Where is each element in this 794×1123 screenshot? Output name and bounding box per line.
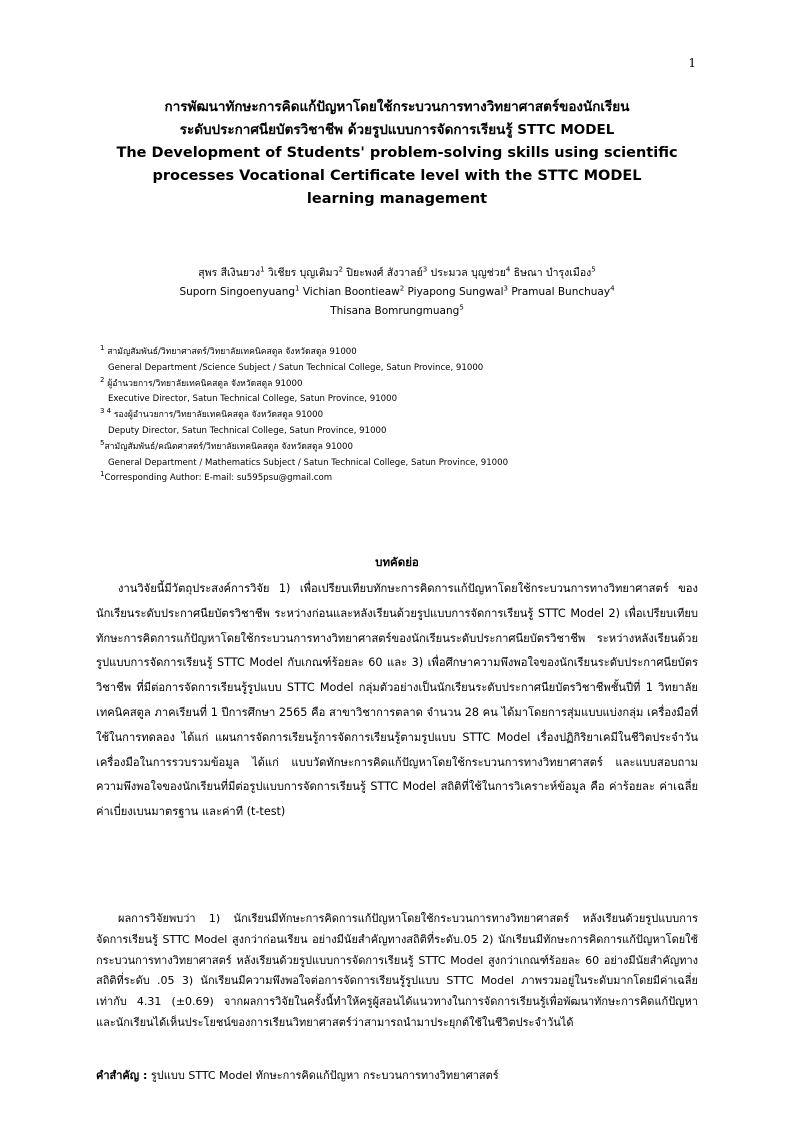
author-superscript: 3 <box>503 284 509 293</box>
abstract-paragraph-2: ผลการวิจัยพบว่า 1) นักเรียนมีทักษะการคิดการแก้ปัญหาโดยใช้กระบวนการทางวิทยาศาสตร์ หลังเรียนด้วยรูปแบบการจัดการเรียนรู้ STTC Model สูงกว่าก่อนเรียน อย่างมีนัยสำคัญทางสถิติที่ระดับ.05 2) นักเรียนมีทักษะการคิดการแก้ปัญหาโดยใช้กระบวนการทางวิทยาศาสตร์ หลังเรียนด้วยรูปแบบการจัดการเรียนรู้ STTC Model สูงกว่าเกณฑ์ร้อยละ 60 อย่างมีนัยสำคัญทางสถิติที่ระดับ .05 3) นักเรียนมีความพึงพอใจต่อการจัดการเรียนรู้รูปแบบ STTC Model ภาพรวมอยู่ในระดับมากโดยมีค่าเฉลี่ยเท่ากับ 4.31 (±0.69) จากผลการวิจัยในครั้งนี้ทำให้ครูผู้สอนได้แนวทางในการจัดการเรียนรู้เพื่อพัฒนาทักษะการคิดแก้ปัญหา และนักเรียนได้เห็นประโยชน์ของการเรียนวิทยาศาสตร์ว่าสามารถนำมาประยุกต์ใช้ในชีวิตประจำวันได้ <box>96 912 698 1029</box>
author-superscript: 4 <box>610 284 615 293</box>
author-thai-name: ธิษณา บำรุงเมือง <box>513 267 592 279</box>
affiliation-mark: 3 4 <box>100 407 112 416</box>
author-superscript: 5 <box>459 303 464 312</box>
author-thai-name: วิเชียร บุญเติมว <box>267 267 339 279</box>
corresponding-author-text: Corresponding Author: E-mail: su595psu@gmail.com <box>104 473 333 484</box>
affiliation-mark: 5 <box>100 438 105 447</box>
author-english-name: Piyapong Sungwal <box>407 286 504 298</box>
authors-english-line-2 <box>60 302 734 321</box>
author-english-name: Suporn Singoenyuang <box>179 286 296 298</box>
title-english-line-2: processes Vocational Certificate level with the STTC MODEL <box>152 168 642 184</box>
keywords-text: รูปแบบ STTC Model ทักษะการคิดแก้ปัญหา กระบวนการทางวิทยาศาสตร์ <box>150 1069 499 1082</box>
author-list <box>60 264 734 321</box>
author-thai-name: ปิยะพงศ์ สังวาลย์ <box>346 267 423 279</box>
author-superscript: 4 <box>505 265 511 274</box>
authors-english-line-1 <box>60 283 734 302</box>
corresponding-author <box>100 471 700 487</box>
affiliation-thai-text: ผู้อำนวยการ/วิทยาลัยเทคนิคสตูล จังหวัดสตูล 91000 <box>107 378 303 389</box>
affiliation-mark: 1 <box>100 470 105 479</box>
affiliation-thai <box>100 377 700 393</box>
authors-thai <box>60 264 734 283</box>
affiliation-mark: 2 <box>100 375 105 384</box>
author-thai-name: ประมวล บุญช่วย <box>430 267 506 279</box>
affiliation-thai <box>100 345 700 361</box>
author-superscript: 3 <box>422 265 428 274</box>
affiliation-thai <box>100 440 700 456</box>
affiliation-english: Executive Director, Satun Technical College, Satun Province, 91000 <box>108 394 398 405</box>
author-superscript: 1 <box>260 265 265 274</box>
page-number: 1 <box>688 56 696 70</box>
affiliation-thai-text: สามัญสัมพันธ์/คณิตศาสตร์/วิทยาลัยเทคนิคสตูล จังหวัดสตูล 91000 <box>104 441 353 452</box>
affiliation-english: General Department /Science Subject / Satun Technical College, Satun Province, 91000 <box>108 362 484 373</box>
author-superscript: 1 <box>295 284 300 293</box>
affiliation-english: General Department / Mathematics Subject / Satun Technical College, Satun Province, 91000 <box>108 457 509 468</box>
affiliations <box>100 345 700 487</box>
paper-title <box>60 96 734 211</box>
title-thai-line-2: ระดับประกาศนียบัตรวิชาชีพ ด้วยรูปแบบการจัดการเรียนรู้ STTC MODEL <box>179 122 615 138</box>
affiliation-mark: 1 <box>100 344 105 353</box>
keywords <box>96 1066 698 1086</box>
affiliation-english: Deputy Director, Satun Technical College, Satun Province, 91000 <box>108 425 387 436</box>
author-english-name: Thisana Bomrungmuang <box>330 305 460 317</box>
affiliation-thai-text: รองผู้อำนวยการ/วิทยาลัยเทคนิคสตูล จังหวัดสตูล 91000 <box>113 410 324 421</box>
title-english-line-1: The Development of Students' problem-solving skills using scientific <box>116 145 678 161</box>
author-superscript: 2 <box>338 265 343 274</box>
affiliation-thai-text: สามัญสัมพันธ์/วิทยาศาสตร์/วิทยาลัยเทคนิคสตูล จังหวัดสตูล 91000 <box>107 347 357 357</box>
title-english-line-3: learning management <box>306 191 488 207</box>
author-thai-name: สุพร สีเงินยวง <box>198 267 261 279</box>
affiliation-thai <box>100 408 700 424</box>
title-thai-line-1: การพัฒนาทักษะการคิดแก้ปัญหาโดยใช้กระบวนการทางวิทยาศาสตร์ของนักเรียน <box>164 99 630 115</box>
abstract-heading: บทคัดย่อ <box>375 555 419 569</box>
keywords-label: คำสำคัญ : <box>96 1069 148 1082</box>
author-superscript: 2 <box>399 284 405 293</box>
author-english-name: Pramual Bunchuay <box>511 286 611 298</box>
author-english-name: Vichian Boontieaw <box>302 286 400 298</box>
author-superscript: 5 <box>591 265 596 274</box>
abstract-paragraph-1: งานวิจัยนี้มีวัตถุประสงค์การวิจัย 1) เพื่อเปรียบเทียบทักษะการคิดการแก้ปัญหาโดยใช้กระบวนการทางวิทยาศาสตร์ ของนักเรียนระดับประกาศนียบัตรวิชาชีพ ระหว่างก่อนและหลังเรียนด้วยรูปแบบการจัดการเรียนรู้ STTC Model 2) เพื่อเปรียบเทียบทักษะการคิดการแก้ปัญหาโดยใช้กระบวนการทางวิทยาศาสตร์ของนักเรียนระดับประกาศนียบัตรวิชาชีพ ระหว่างหลังเรียนด้วยรูปแบบการจัดการเรียนรู้ STTC Model กับเกณฑ์ร้อยละ 60 และ 3) เพื่อศึกษาความพึงพอใจของนักเรียนระดับประกาศนียบัตรวิชาชีพ ที่มีต่อการจัดการเรียนรู้รูปแบบ STTC Model กลุ่มตัวอย่างเป็นนักเรียนระดับประกาศนียบัตรวิชาชีพชั้นปีที่ 1 วิทยาลัยเทคนิคสตูล ภาคเรียนที่ 1 ปีการศึกษา 2565 คือ สาขาวิชาการตลาด จำนวน 28 คน ได้มาโดยการสุ่มแบบแบ่งกลุ่ม เครื่องมือที่ใช้ในการทดลอง ได้แก่ แผนการจัดการเรียนรู้การจัดการเรียนรู้ตามรูปแบบ STTC Model เรื่องปฏิกิริยาเคมีในชีวิตประจำวัน เครื่องมือในการรวบรวมข้อมูล ได้แก่ แบบวัดทักษะการคิดแก้ปัญหาโดยใช้กระบวนการทางวิทยาศาสตร์ และแบบสอบถามความพึงพอใจของนักเรียนที่มีต่อรูปแบบการจัดการเรียนรู้ STTC Model สถิติที่ใช้ในการวิเคราะห์ข้อมูล คือ ค่าร้อยละ ค่าเฉลี่ย ค่าเบี่ยงเบนมาตรฐาน และค่าที (t-test) <box>96 582 698 819</box>
